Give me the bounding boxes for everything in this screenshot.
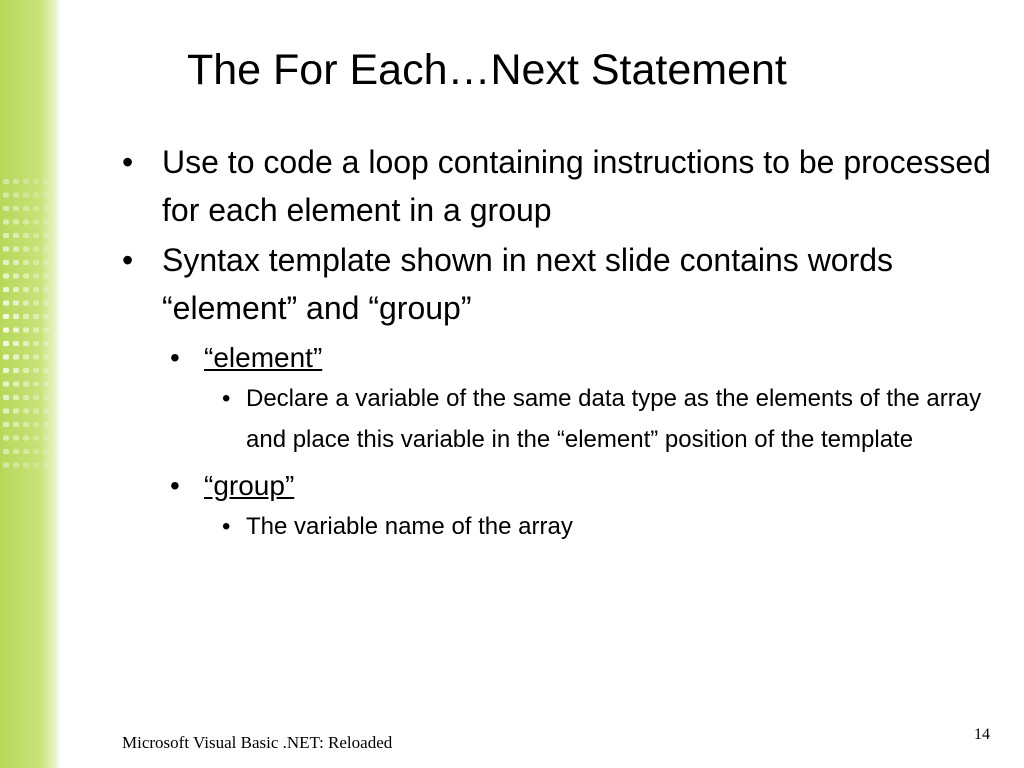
decorative-dot [23, 193, 29, 198]
decorative-dot [13, 341, 19, 346]
decorative-dot [3, 355, 9, 360]
decorative-dot [23, 206, 29, 211]
decorative-dot [23, 260, 29, 265]
bullet-marker: • [170, 342, 180, 373]
decorative-dot [23, 287, 29, 292]
decorative-dot-pattern [0, 175, 56, 475]
slide-body [118, 138, 998, 551]
decorative-dot [33, 179, 39, 184]
decorative-dot [3, 328, 9, 333]
bullet-level3-item [222, 378, 998, 460]
decorative-dot [13, 179, 19, 184]
decorative-dot [33, 409, 39, 414]
decorative-dot [43, 449, 49, 454]
decorative-dot [23, 436, 29, 441]
decorative-dot [23, 395, 29, 400]
bullet-text: The variable name of the array [246, 513, 573, 540]
decorative-dot [43, 314, 49, 319]
decorative-dot [13, 220, 19, 225]
decorative-dot [3, 206, 9, 211]
bullet-level2-item [170, 338, 998, 378]
decorative-dot [13, 301, 19, 306]
decorative-dot [33, 287, 39, 292]
decorative-dot [3, 341, 9, 346]
decorative-dot [23, 382, 29, 387]
decorative-dot [3, 274, 9, 279]
decorative-dot [23, 274, 29, 279]
decorative-dot [33, 449, 39, 454]
decorative-dot [43, 341, 49, 346]
decorative-dot [3, 314, 9, 319]
decorative-dot [43, 233, 49, 238]
decorative-dot [13, 206, 19, 211]
decorative-dot [3, 179, 9, 184]
bullet-level3-item [222, 506, 998, 547]
decorative-dot [23, 328, 29, 333]
decorative-dot [33, 368, 39, 373]
decorative-dot [43, 301, 49, 306]
decorative-dot [43, 247, 49, 252]
decorative-dot [23, 449, 29, 454]
decorative-dot [3, 436, 9, 441]
decorative-dot [33, 382, 39, 387]
decorative-dot [43, 409, 49, 414]
bullet-marker: • [222, 385, 231, 412]
decorative-dot [23, 422, 29, 427]
decorative-dot [43, 395, 49, 400]
decorative-dot [43, 382, 49, 387]
decorative-dot [3, 260, 9, 265]
decorative-dot [13, 449, 19, 454]
decorative-dot [13, 409, 19, 414]
bullet-text: Use to code a loop containing instructions to be processed for each element in a group [162, 144, 991, 228]
decorative-dot [33, 220, 39, 225]
decorative-dot [43, 355, 49, 360]
decorative-dot [3, 368, 9, 373]
decorative-dot [43, 179, 49, 184]
bullet-marker: • [222, 513, 231, 540]
decorative-dot [23, 233, 29, 238]
decorative-dot [43, 206, 49, 211]
decorative-dot [23, 301, 29, 306]
decorative-dot [13, 274, 19, 279]
decorative-dot [43, 220, 49, 225]
decorative-dot [33, 193, 39, 198]
bullet-text: Declare a variable of the same data type as the elements of the array and place this variable in the “element” position of the template [246, 385, 982, 453]
bullet-term-group: “group” [204, 470, 295, 501]
decorative-dot [13, 233, 19, 238]
decorative-dot [13, 355, 19, 360]
decorative-dot [43, 260, 49, 265]
decorative-dot [3, 382, 9, 387]
decorative-dot [33, 395, 39, 400]
decorative-dot [43, 274, 49, 279]
page-number: 14 [974, 726, 990, 743]
decorative-dot [33, 436, 39, 441]
decorative-dot [43, 422, 49, 427]
decorative-dot [3, 395, 9, 400]
decorative-dot [23, 179, 29, 184]
decorative-dot [23, 463, 29, 468]
decorative-dot [33, 341, 39, 346]
decorative-dot [43, 328, 49, 333]
decorative-dot [13, 368, 19, 373]
decorative-dot [13, 422, 19, 427]
decorative-dot [3, 409, 9, 414]
decorative-dot [33, 422, 39, 427]
bullet-marker: • [170, 470, 180, 501]
decorative-dot [23, 355, 29, 360]
decorative-dot [33, 355, 39, 360]
decorative-dot [23, 247, 29, 252]
decorative-dot [13, 463, 19, 468]
bullet-level2-item [170, 466, 998, 506]
decorative-dot [33, 314, 39, 319]
decorative-dot [43, 368, 49, 373]
decorative-dot [23, 409, 29, 414]
decorative-dot [33, 233, 39, 238]
decorative-dot [3, 233, 9, 238]
decorative-dot [3, 301, 9, 306]
decorative-dot [13, 287, 19, 292]
decorative-dot [23, 314, 29, 319]
bullet-marker: • [122, 242, 134, 278]
decorative-dot [33, 274, 39, 279]
decorative-dot [23, 368, 29, 373]
decorative-dot [33, 328, 39, 333]
decorative-dot [23, 220, 29, 225]
decorative-dot [3, 463, 9, 468]
decorative-dot [43, 193, 49, 198]
slide-footer: Microsoft Visual Basic .NET: Reloaded [122, 733, 393, 752]
decorative-dot [23, 341, 29, 346]
decorative-dot [13, 193, 19, 198]
decorative-dot [33, 206, 39, 211]
decorative-dot [3, 247, 9, 252]
decorative-dot [13, 382, 19, 387]
bullet-term-element: “element” [204, 342, 323, 373]
decorative-dot [3, 220, 9, 225]
decorative-dot [13, 395, 19, 400]
bullet-marker: • [122, 144, 134, 180]
decorative-dot [3, 193, 9, 198]
decorative-dot [33, 260, 39, 265]
decorative-dot [43, 463, 49, 468]
decorative-dot [13, 314, 19, 319]
decorative-dot [13, 436, 19, 441]
decorative-dot [43, 287, 49, 292]
decorative-dot [13, 328, 19, 333]
decorative-dot [43, 436, 49, 441]
bullet-level1-item [118, 236, 998, 332]
decorative-dot [13, 247, 19, 252]
decorative-dot [3, 449, 9, 454]
decorative-dot [3, 422, 9, 427]
bullet-text: Syntax template shown in next slide contains words “element” and “group” [162, 242, 894, 326]
decorative-dot [33, 301, 39, 306]
decorative-dot [33, 247, 39, 252]
slide-title: The For Each…Next Statement [187, 46, 787, 94]
decorative-dot [3, 287, 9, 292]
decorative-dot [33, 463, 39, 468]
decorative-dot [13, 260, 19, 265]
bullet-level1-item [118, 138, 998, 234]
